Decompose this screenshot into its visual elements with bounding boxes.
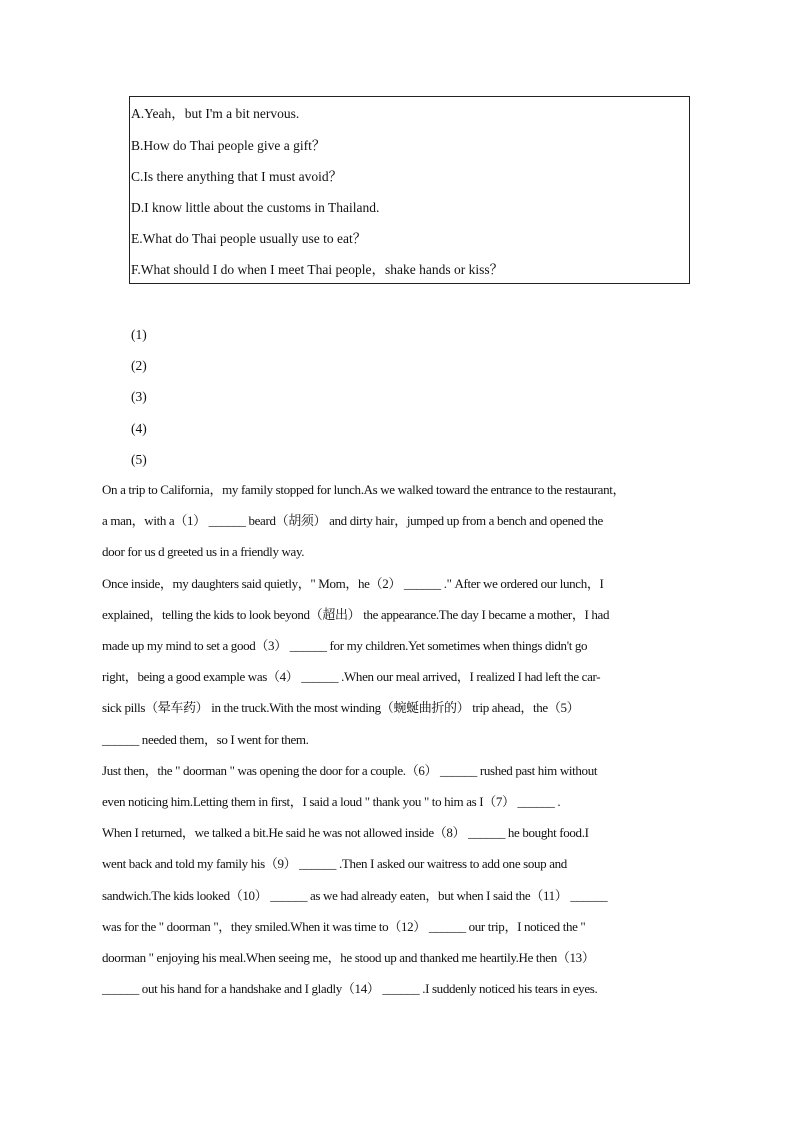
answer-label-3: (3) [131,389,147,404]
passage-line: Once inside，my daughters said quietly，" Mom，he（2） ______ ." After we ordered our lunch，I [102,576,604,591]
option-b: B.How do Thai people give a gift？ [131,138,326,153]
option-f: F.What should I do when I meet Thai people，shake hands or kiss？ [131,262,504,277]
answer-label-2: (2) [131,358,147,373]
passage-line: went back and told my family his（9） ______ .Then I asked our waitress to add one soup and [102,856,567,871]
passage-line: sick pills（晕车药） in the truck.With the most winding（蜿蜒曲折的） trip ahead，the（5） [102,700,580,715]
passage-line: explained，telling the kids to look beyond（超出） the appearance.The day I became a mother，I had [102,607,610,622]
passage-line: ______ out his hand for a handshake and I gladly（14） ______ .I suddenly noticed his tears in eyes. [102,981,598,996]
option-a: A.Yeah，but I'm a bit nervous. [131,106,300,121]
option-d: D.I know little about the customs in Thailand. [131,200,380,215]
option-e: E.What do Thai people usually use to eat？ [131,231,367,246]
passage-line: When I returned，we talked a bit.He said he was not allowed inside（8） ______ he bought food.I [102,825,589,840]
answer-label-4: (4) [131,421,147,436]
options-box [129,96,690,284]
option-c: C.Is there anything that I must avoid？ [131,169,343,184]
passage-line: was for the " doorman "，they smiled.When it was time to（12） ______ our trip，I noticed the " [102,919,586,934]
passage-line: even noticing him.Letting them in first，I said a loud " thank you " to him as I（7） ______ . [102,794,561,809]
answer-label-5: (5) [131,452,147,467]
passage-line: ______ needed them，so I went for them. [102,732,309,747]
answer-label-1: (1) [131,327,147,342]
passage-line: door for us d greeted us in a friendly way. [102,544,305,559]
passage-line: sandwich.The kids looked（10） ______ as we had already eaten，but when I said the（11） ______ [102,888,608,903]
passage-line: doorman " enjoying his meal.When seeing me，he stood up and thanked me heartily.He then（13） [102,950,595,965]
passage-line: made up my mind to set a good（3） ______ for my children.Yet sometimes when things didn't go [102,638,588,653]
passage-line: right，being a good example was（4） ______ .When our meal arrived，I realized I had left the car- [102,669,601,684]
passage-line: On a trip to California，my family stopped for lunch.As we walked toward the entrance to the restaurant， [102,482,626,497]
passage-line: a man，with a（1） ______ beard（胡须） and dirty hair，jumped up from a bench and opened the [102,513,603,528]
passage-line: Just then，the " doorman " was opening the door for a couple.（6） ______ rushed past him without [102,763,598,778]
